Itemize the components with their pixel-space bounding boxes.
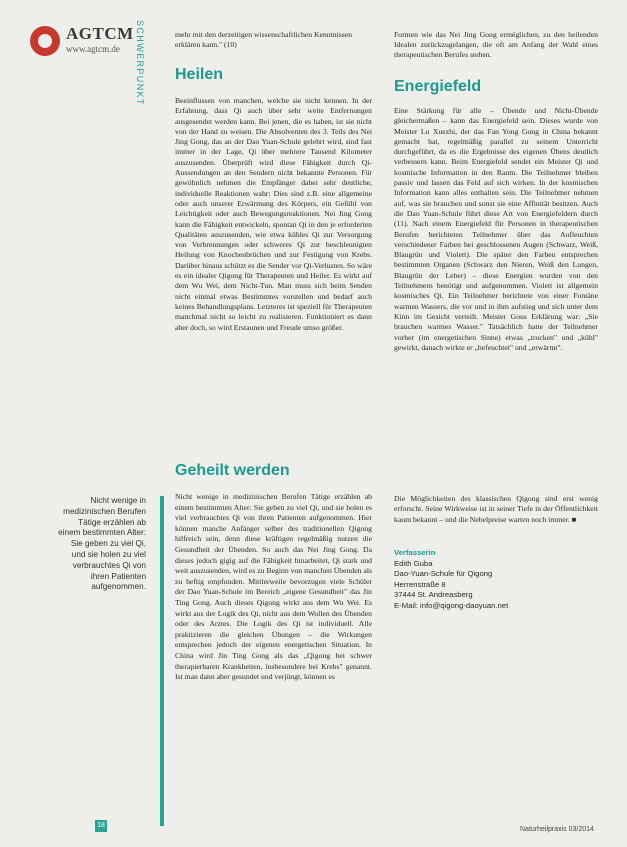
page-number: 18 (95, 820, 107, 832)
author-box (394, 548, 598, 612)
heading-heilen: Heilen (175, 66, 224, 83)
author-label: Verfasserin (394, 548, 436, 557)
author-city: 37444 St. Andreasberg (394, 590, 473, 600)
closing-paragraph: Die Möglichkeiten des klassischen Qigong sind erst wenig erforscht. Seine Wirkweise ist in seiner Tiefe in der Öffentlichkeit kaum bekannt – und die Nebelpreise warten noch immer. ■ (394, 494, 598, 524)
author-name: Edith Guba (394, 558, 433, 568)
geheilt-body: Nicht wenige in medizinischen Berufen Tätige erzählen ab einem bestimmten Alter: Sie geben zu viel Qi, und sie holen es viel verbrauchtes Qi von ihren Patienten aufgenommen. Hier können manche Anfänger selber des traditionellen Qigong hilfreich sein, denn diese kräftigen regelmäßig nutzen die Gesundheit der Übenden. So auch das Nei Jing Gong. Da dieses jedoch gigig auf die Fähigkeit hinarbeitet, Qi stark und weit auszusenden, wird es zu Beginn von manchen Übenden als zu heftig empfunden. Mittlerweile bevorzugen viele Schüler der Dao Yuan-Schule im Bereich „eigene Gesundheit" das Jin Ting Gong. Auch dieses Qigong wirkt aus dem Wu Wei. Es wirkt aus der Logik des Qi, nicht aus dem Wollen des Übenden oder des Arztes. Die Logik des Qi ist individuell. Alle praktizieren die gleichen Übungen – die Wirkungen entsprechen jedoch der eigenen energetischen Situation. In China wird Jin Ting Gong als das „Qigong bei schwer therapierbaren Krankheiten, insbesondere bei Krebs" genannt. Ist man dann aber gesundet und verjüngt, können es (175, 492, 372, 682)
author-street: Herrenstraße 8 (394, 579, 446, 589)
logo-mark-icon (30, 26, 60, 56)
author-email[interactable]: E-Mail: info@qigong-daoyuan.net (394, 600, 509, 610)
section-label: SCHWERPUNKT (135, 20, 145, 106)
mid-intro-text: mehr mit den derzeitigen wissenschaftlichen Kenntnissen erklären kann." (10) (175, 30, 352, 49)
logo-brand: AGTCM (66, 24, 134, 43)
heading-energiefeld: Energiefeld (394, 78, 482, 95)
pull-quote-bar (160, 496, 164, 826)
right-intro-text: Formen wie das Nei Jing Gong erméglichen, zu den heilenden Idealen zurückzugelangen, die oft am Anfang der Wahl eines therapeutischen Berufes stehen. (394, 30, 598, 59)
logo-url: www.agtcm.de (66, 44, 120, 54)
heading-geheilt-werden: Geheilt werden (175, 462, 290, 479)
energiefeld-body: Eine Stärkung für alle – Übende und Nicht-Übende gleichermaßen – kann das Energiefeld sein. Dieses wurde von Meister Lu Xuezhi, der das Fan Yong Gong in China bekannt gemacht hat, regelmäßig parallel zu seinem Unterricht durchgeführt, da es die Ergebnisse des eigenen Übens deutlich verbessern kann. Beim Energiefeld sendet ein Meister Qi und kosmische Information in den Raum. Die Teilnehmer bleiben passiv und lassen das Feld auf sich wirken. In der kosmischen Information kann alles enthalten sein. Die Teilnehmer nehmen auf, was sie brauchen und sonst sie eine Affinität besitzen. Auch die Dao Yuan-Schule führt diese Art von Energiefeldern durch (11). Nach einem Energiefeld für Personen in therapeutischen Berufen berichteten Teilnehmer über das Aufleuchten verschiedener Farben bei geschlossenen Augen (Schwarz, Weiß, Blaugrün und Violett). Die später den Farben entsprechen bestimmten Organen (Schwarz den Nieren, Weiß den Lungen, Blaugrün der Leber) – diese Energien wurden von den Teilnehmern benötigt und aufgenommen. Violett ist allgemein kosmisches Qi. Ein Teilnehmer berichtete von einer Fontäne warmen Wassers, die vor und in ihm aufstieg und sich unter dem Kinn im Gesicht verteilt. Meister Gous Erklärung war: „Sie brauchen warmes Wasser." Tatsächlich hatte der Teilnehmer vorher (im energetischen Sinne) etwas „trocken" und „kühl" gewirkt, danach wirkte er „befeuchtet" und „erwärmt". (394, 106, 598, 352)
publication-footer: Naturheilpraxis 03/2014 (520, 826, 594, 833)
author-org: Dao-Yuan-Schule für Qigong (394, 569, 493, 579)
pull-quote: Nicht wenige in medizinischen Berufen Tätige erzählen ab einem bestimmten Alter: Sie geben zu viel Qi, und sie holen zu viel verbrauchtes Qi von ihren Patienten aufgenommen. (58, 496, 146, 592)
agtcm-logo (28, 24, 143, 60)
heilen-body: Beeinflussen von manchen, welche sie nicht kennen. In der Erfahrung, dass Qi auch über sehr weite Entfernungen ausgesendet werden kann. Bei jenen, die es haben, ist sie nicht von der Hand zu weisen. Die Absolventen des 3. Teils des Nei Jing Gong, das an der Dao Yuan-Schule gelehrt wird, sind fast immer in der Lage, Qi über mehrere Tausend Kilometer auszusenden. Überprüft wird diese Fähigkeit durch Qi-Aussendungen an den Sendern nicht bekannte Personen. Für gewöhnlich nehmen die Empfänger dabei sehr deutliche, individuelle Reaktionen wahr: Dies sind z.B. eine allgemeine oder auch unserer Erwärmung des Körpers, ein Gefühl von Leichtigkeit oder auch Bewegungsreaktionen. Nei Jing Gong kann die Fähigkeit entwickeln, spontan Qi in den je erforderten Qualitäten auszusenden, wie etwa kühles Qi zur Versorgung von Verbrennungen oder schweres Qi zur beschleunigten Heilung von Knochenbrüchen und zur Festigung von Krebs. Darüber hinaus schützt es die Sender vor Qi-Verlusten. So wäre es ein idealer Qigong für Therapeuten und Heiler. Es wirkt auf dem Wu Wei, dem Nicht-Tun. Man muss sich beim Senden nicht einmal etwas Bestimmtes vorstellen und bedarf auch keines Behandlungsplans. Letzteres ist speziell für Therapeuten manchmal nicht so leicht zu realisieren. Funktioniert es dann aber doch, so wird Erstaunen und Freude umso größer. (175, 96, 372, 332)
